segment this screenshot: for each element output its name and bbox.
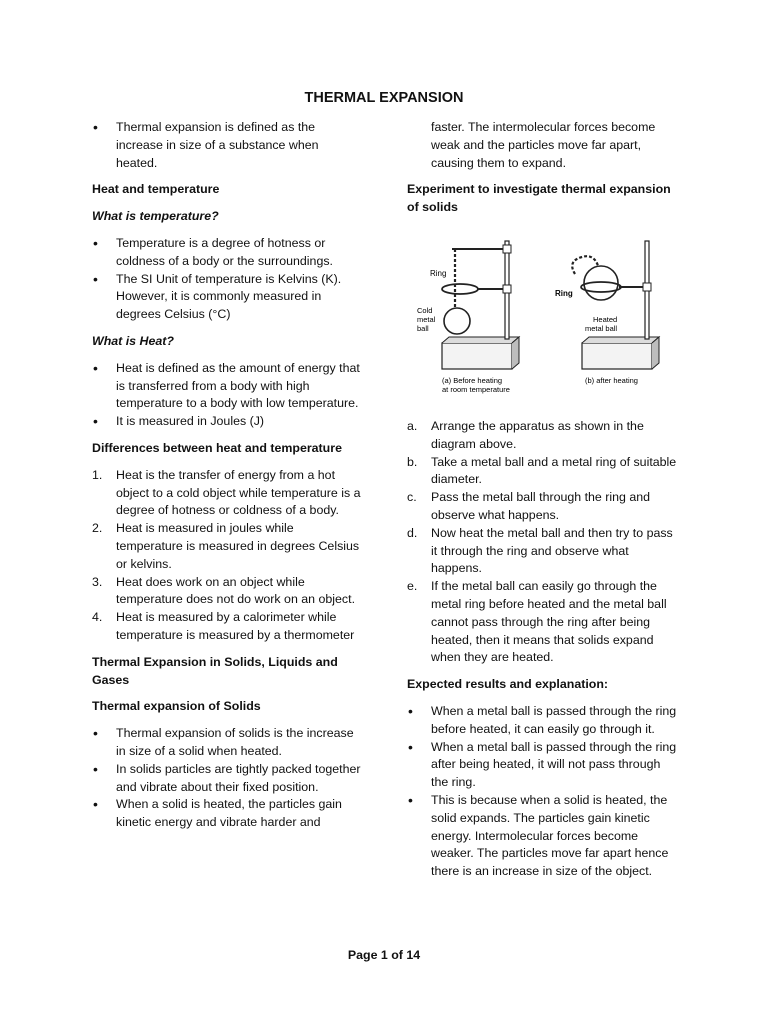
question-heat: What is Heat? [92, 333, 174, 348]
apparatus-figure [407, 239, 679, 407]
bullet-icon: • [93, 359, 98, 376]
heading-differences: Differences between heat and temperature [92, 440, 342, 455]
list-item: c. Pass the metal ball through the ring and observe what happens. [407, 490, 651, 522]
list-item: • The SI Unit of temperature is Kelvins (K). However, it is commonly measured in degrees Celsius (°C) [93, 270, 342, 322]
bullet-icon: • [93, 796, 98, 813]
page-number: Page 1 of 14 [347, 948, 421, 962]
question-temperature: What is temperature? [92, 209, 219, 224]
heading-heat-temperature: Heat and temperature [92, 182, 220, 197]
results-list [407, 703, 679, 881]
bullet-icon: • [93, 234, 98, 251]
bullet-icon: • [93, 270, 98, 287]
list-item: • Thermal expansion is defined as the increase in size of a substance when heated. [93, 119, 319, 170]
list-item: • Heat is defined as the amount of energy that is transferred from a body with high temperature to a body with low temperature. [93, 359, 360, 411]
continued-paragraph: faster. The intermolecular forces become weak and the particles move far apart, causing them to expand. [431, 120, 656, 170]
left-column [92, 119, 362, 832]
steps-list [407, 418, 679, 667]
list-item: • When a metal ball is passed through the ring after being heated, it will not pass through the ring. [408, 738, 677, 790]
right-column [407, 119, 679, 881]
list-item: • Thermal expansion of solids is the increase in size of a solid when heated. [93, 725, 354, 758]
list-item: e. If the metal ball can easily go through the metal ring before heated and the metal ball cannot pass through the ring after being heated, then it means that solids expand when they are heated. [407, 579, 667, 665]
label-ring-a: Ring [430, 268, 447, 278]
intro-list [92, 119, 362, 172]
cold-metal-ball [444, 308, 470, 334]
stand-base-right [582, 343, 652, 369]
list-item: 2. Heat is measured in joules while temperature is measured in degrees Celsius or kelvins. [92, 521, 360, 571]
stand-base-side-left [512, 337, 519, 369]
page-title: THERMAL EXPANSION [304, 90, 464, 106]
stand-base-side-right [652, 337, 659, 369]
heading-thermal-expansion: Thermal Expansion in Solids, Liquids and Gases [92, 654, 338, 687]
heading-experiment: Experiment to investigate thermal expansion of solids [407, 182, 671, 215]
bullet-icon: • [408, 738, 413, 755]
label-heated: Heated [593, 314, 618, 324]
caption-a-line2: at room temperature [442, 384, 510, 394]
label-ball: ball [417, 323, 429, 333]
list-item: • Temperature is a degree of hotness or coldness of a body or the surroundings. [93, 234, 333, 268]
list-item: • In solids particles are tightly packed together and vibrate about their fixed position. [93, 760, 361, 794]
bullet-icon: • [408, 702, 413, 719]
list-item: 4. Heat is measured by a calorimeter while temperature is measured by a thermometer [92, 610, 355, 642]
caption-b: (b) after heating [585, 375, 638, 385]
bullet-icon: • [408, 791, 413, 808]
heading-results: Expected results and explanation: [407, 677, 609, 692]
list-item: a. Arrange the apparatus as shown in the diagram above. [407, 418, 644, 451]
list-item: • This is because when a solid is heated, the solid expands. The particles gain kinetic energy. Intermolecular forces become weaker. The particles move far apart hence there is an increase in size of the object. [408, 791, 669, 879]
clamp-boss-ring-left [503, 285, 511, 293]
list-item: • When a metal ball is passed through the ring before heated, it can easily go through it. [408, 702, 677, 736]
list-item: 1. Heat is the transfer of energy from a hot object to a cold object while temperature is a degree of hotness or coldness of a body. [92, 467, 361, 518]
metal-ring-left [442, 284, 478, 294]
apparatus-diagram [407, 239, 679, 407]
clamp-boss-top-left [503, 245, 511, 253]
temperature-list [92, 235, 362, 324]
bullet-icon: • [93, 413, 98, 430]
label-cold: Cold [417, 305, 433, 315]
clamp-boss-right [643, 283, 651, 291]
differences-list [92, 467, 362, 645]
stand-base-left [442, 343, 512, 369]
solids-list [92, 725, 362, 832]
bullet-icon: • [93, 760, 98, 777]
caption-a-line1: (a) Before heating [442, 375, 503, 385]
list-item: 3. Heat does work on an object while temperature does not do work on an object. [92, 574, 356, 607]
label-ring-b: Ring [555, 288, 573, 298]
label-metal: metal [417, 314, 436, 324]
bullet-icon: • [93, 119, 98, 135]
list-item: b. Take a metal ball and a metal ring of suitable diameter. [407, 454, 677, 487]
heading-solids: Thermal expansion of Solids [92, 699, 261, 714]
list-item: • It is measured in Joules (J) [93, 413, 265, 430]
list-item: • When a solid is heated, the particles gain kinetic energy and vibrate harder and [93, 796, 342, 830]
label-metal-ball: metal ball [585, 323, 618, 333]
list-item: d. Now heat the metal ball and then try to pass it through the ring and observe what happens. [407, 525, 673, 576]
heat-list [92, 360, 362, 431]
bullet-icon: • [93, 725, 98, 742]
